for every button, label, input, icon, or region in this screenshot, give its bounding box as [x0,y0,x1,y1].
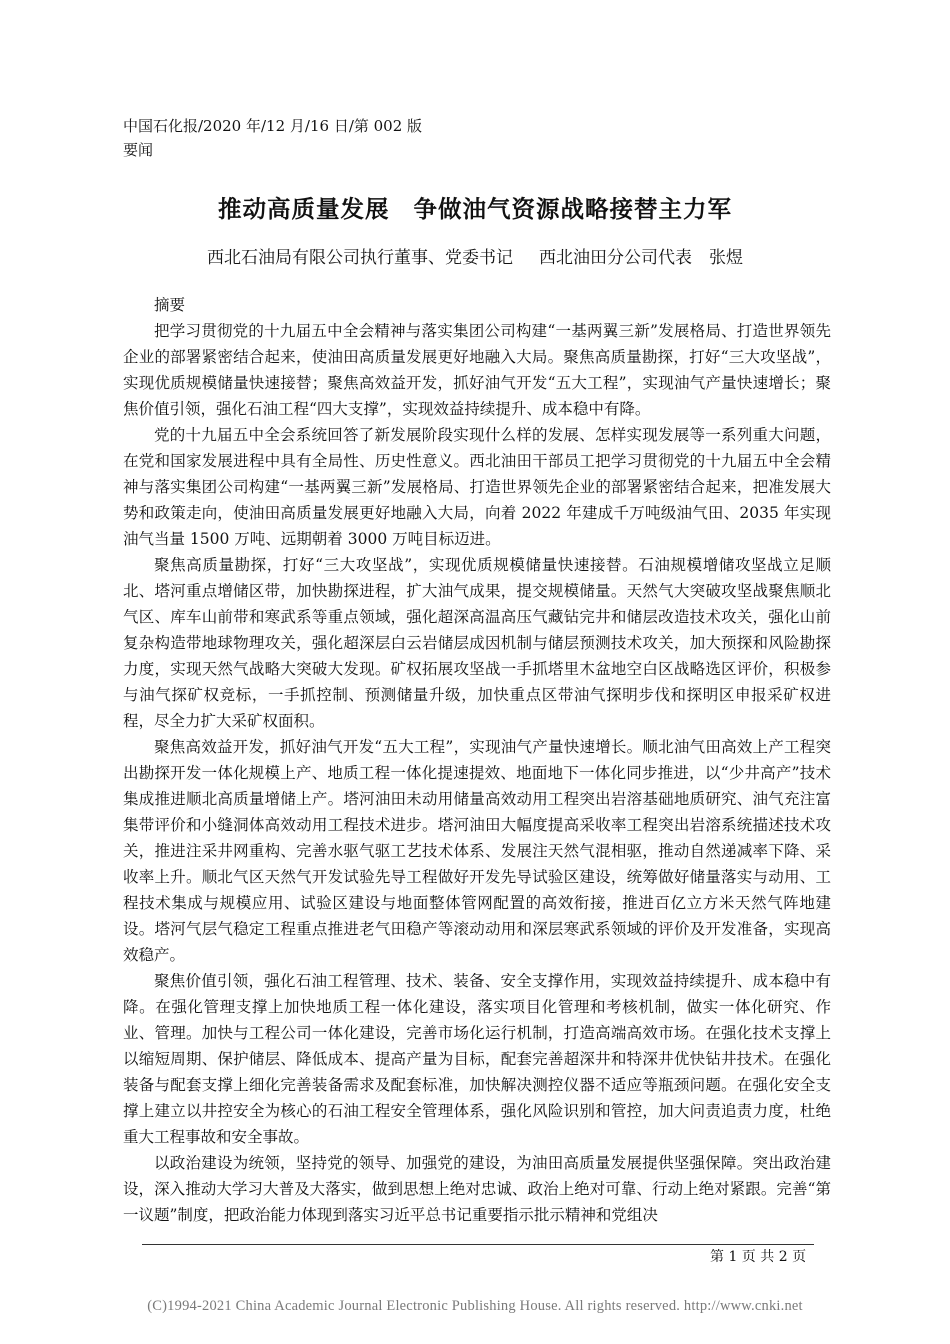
abstract-label: 摘要 [154,296,186,314]
page-indicator: 第 1 页 共 2 页 [710,1249,807,1265]
paragraph-abstract: 把学习贯彻党的十九届五中全会精神与落实集团公司构建“一基两翼三新”发展格局、打造世界领先企业的部署紧密结合起来，使油田高质量发展更好地融入大局。聚焦高质量勘探，打好“三大攻坚战”，实现优质规模储量快速接替；聚焦高效益开发，抓好油气开发“五大工程”，实现油气产量快速增长；聚焦价值引领，强化石油工程“四大支撑”，实现效益持续提升、成本稳中有降。 [123,322,831,418]
copyright-notice: (C)1994-2021 China Academic Journal Electronic Publishing House. All rights reserved. http://www.cnki.net [147,1298,803,1314]
paragraph-development: 聚焦高效益开发，抓好油气开发“五大工程”，实现油气产量快速增长。顺北油气田高效上产工程突出勘探开发一体化规模上产、地质工程一体化提速提效、地面地下一体化同步推进，以“少井高产”技术集成推进顺北高质量增储上产。塔河油田未动用储量高效动用工程突出岩溶基础地质研究、油气充注富集带评价和小缝洞体高效动用工程技术进步。塔河油田大幅度提高采收率工程突出岩溶系统描述技术攻关，推进注采井网重构、完善水驱气驱工艺技术体系、发展注天然气混相驱，推动自然递减率下降、采收率上升。顺北气区天然气开发试验先导工程做好开发先导试验区建设，统筹做好储量落实与动用、工程技术集成与规模应用、试验区建设与地面整体管网配置的高效衔接，推进百亿立方米天然气阵地建设。塔河气层气稳定工程重点推进老气田稳产等滚动动用和深层寒武系领域的评价及开发准备，实现高效稳产。 [123,738,831,964]
author-line [0,243,950,268]
publication-meta [123,114,422,162]
author-name: 西北油田分公司代表 张煜 [539,248,743,268]
paragraph-party-building: 以政治建设为统领，坚持党的领导、加强党的建设，为油田高质量发展提供坚强保障。突出政治建设，深入推动大学习大普及大落实，做到思想上绝对忠诚、政治上绝对可靠、行动上绝对紧跟。完善“第一议题”制度，把政治能力体现到落实习近平总书记重要指示批示精神和党组决 [123,1154,831,1224]
article-title [0,190,950,224]
title-part-2: 争做油气资源战略接替主力军 [413,195,732,223]
author-position: 西北石油局有限公司执行董事、党委书记 [207,248,513,268]
title-part-1: 推动高质量发展 [218,195,390,223]
paragraph-intro: 党的十九届五中全会系统回答了新发展阶段实现什么样的发展、怎样实现发展等一系列重大问题，在党和国家发展进程中具有全局性、历史性意义。西北油田干部员工把学习贯彻党的十九届五中全会精神与落实集团公司构建“一基两翼三新”发展格局、打造世界领先企业的部署紧密结合起来，把准发展大势和政策走向，使油田高质量发展更好地融入大局，向着 2022 年建成千万吨级油气田、2035 年实现油气当量 1500 万吨、远期朝着 3000 万吨目标迈进。 [123,426,831,548]
paragraph-engineering: 聚焦价值引领，强化石油工程管理、技术、装备、安全支撑作用，实现效益持续提升、成本稳中有降。在强化管理支撑上加快地质工程一体化建设，落实项目化管理和考核机制，做实一体化研究、作业、管理。加快与工程公司一体化建设，完善市场化运行机制，打造高端高效市场。在强化技术支撑上以缩短周期、保护储层、降低成本、提高产量为目标，配套完善超深井和特深井优快钻井技术。在强化装备与配套支撑上细化完善装备需求及配套标准，加快解决测控仪器不适应等瓶颈问题。在强化安全支撑上建立以井控安全为核心的石油工程安全管理体系，强化风险识别和管控，加大问责追责力度，杜绝重大工程事故和安全事故。 [123,972,831,1146]
source-line: 中国石化报/2020 年/12 月/16 日/第 002 版 [123,117,423,135]
paragraph-exploration: 聚焦高质量勘探，打好“三大攻坚战”，实现优质规模储量快速接替。石油规模增储攻坚战立足顺北、塔河重点增储区带，加快勘探进程，扩大油气成果，提交规模储量。天然气大突破攻坚战聚焦顺北气区、库车山前带和寒武系等重点领域，强化超深高温高压气藏钻完井和储层改造技术攻关，强化山前复杂构造带地球物理攻关，强化超深层白云岩储层成因机制与储层预测技术攻关，加大预探和风险勘探力度，实现天然气战略大突破大发现。矿权拓展攻坚战一手抓塔里木盆地空白区战略选区评价，积极参与油气探矿权竞标，一手抓控制、预测储量升级，加快重点区带油气探明步伐和探明区申报采矿权进程，尽全力扩大采矿权面积。 [123,556,831,730]
article-body [123,292,831,1228]
footer-divider [142,1244,814,1245]
section-label: 要闻 [123,141,154,159]
